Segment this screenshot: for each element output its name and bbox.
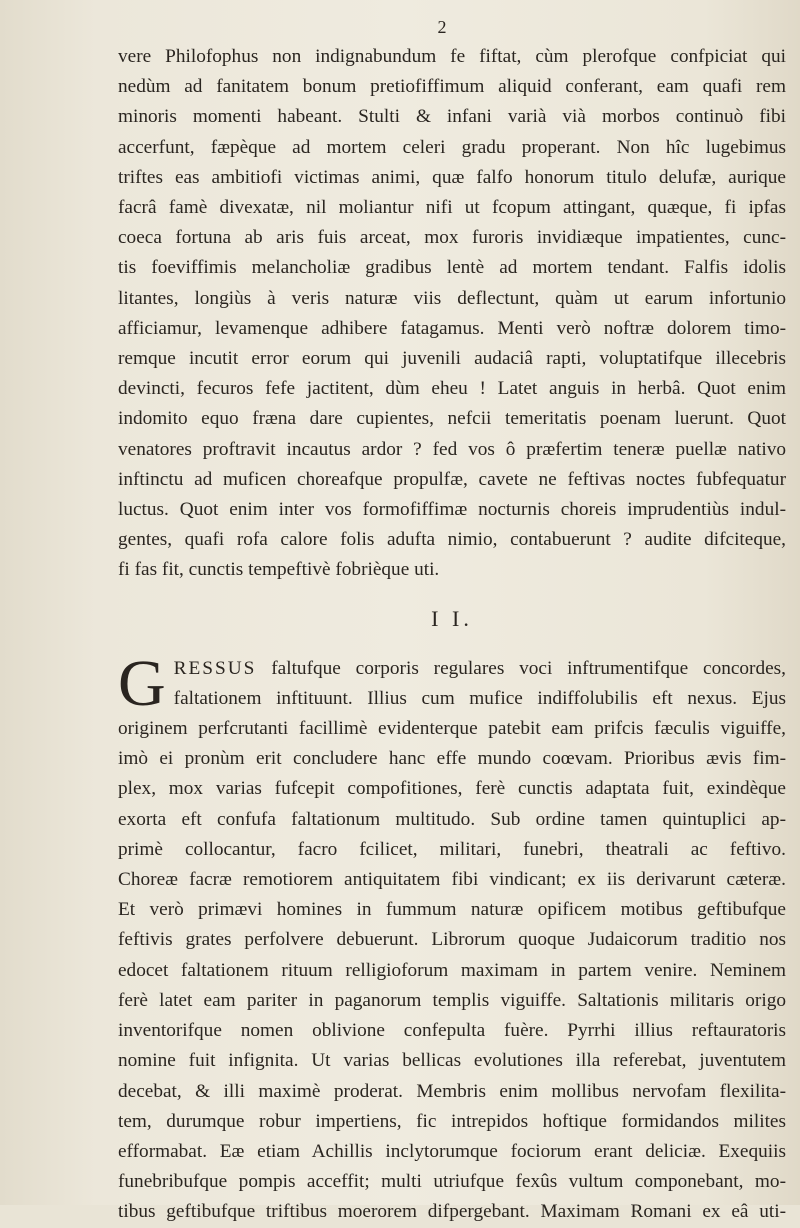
text-line: decebat, & illi maximè proderat. Membris enim mollibus nervofam flexilita-: [118, 1080, 786, 1102]
paragraph-intro: [118, 42, 786, 586]
first-line-rest: faltufque corporis regulares voci inftrumentifque concordes,: [256, 657, 786, 679]
text-line: exorta eft confufa faltationum multitudo. Sub ordine tamen quintuplici ap-: [118, 808, 786, 830]
text-line: nedùm ad fanitatem bonum pretiofiffimum aliquid conferant, eam quafi rem: [118, 76, 786, 98]
text-line: minoris momenti habeant. Stulti & infani varià vià morbos continuò fibi: [118, 106, 786, 128]
text-line: inftinctu ad muficen choreafque propulfæ, cavete ne feftivas noctes fubfequatur: [118, 468, 786, 490]
page-number: 2: [437, 17, 447, 37]
text-line: vere Philofophus non indignabundum fe fiftat, cùm plerofque confpiciat qui: [118, 46, 786, 67]
text-line: devincti, fecuros fefe jactitent, dùm eheu ! Latet anguis in herbâ. Quot enim: [118, 378, 786, 400]
text-line: funebribufque pompis acceffit; multi utriufque fexûs vultum componebant, mo-: [118, 1171, 786, 1193]
text-line: plex, mox varias fufcepit compofitiones, ferè cunctis adaptata fuit, exindèque: [118, 778, 786, 800]
text-line: coeca fortuna ab aris fuis arceat, mox furoris invidiæque impatientes, cunc-: [118, 227, 786, 249]
paragraph-section-two: [118, 646, 786, 1228]
text-line: gentes, quafi rofa calore folis adufta nimio, contabuerunt ? audite difciteque,: [118, 529, 786, 551]
text-line: primè collocantur, facro fcilicet, militari, funebri, theatrali ac feftivo.: [118, 838, 786, 860]
text-line: tis foeviffimis melancholiæ gradibus lentè ad mortem tendant. Falfis idolis: [118, 257, 786, 279]
text-line: afficiamur, levamenque adhibere fatagamus. Menti verò noftræ dolorem timo-: [118, 317, 786, 339]
text-line: Choreæ facræ remotiorem antiquitatem fibi vindicant; ex iis derivarunt cæteræ.: [118, 869, 786, 891]
text-line: efformabat. Eæ etiam Achillis inclytorumque fociorum erant deliciæ. Exequiis: [118, 1140, 786, 1162]
text-line: feftivis grates perfolvere debuerunt. Librorum quoque Judaicorum traditio nos: [118, 929, 786, 951]
text-line: ferè latet eam pariter in paganorum templis viguiffe. Saltationis militaris origo: [118, 989, 786, 1011]
text-line: indomito equo fræna dare cupientes, nefcii temeritatis poenam luerunt. Quot: [118, 408, 786, 430]
section-number: I I.: [431, 605, 473, 631]
text-line: faltationem inftituunt. Illius cum mufice indiffolubilis eft nexus. Ejus: [173, 687, 786, 709]
text-line: originem perfcrutanti facillimè evidenterque patebit eam prifcis fæculis viguiffe,: [118, 718, 786, 740]
text-line-first: [118, 654, 786, 684]
text-line: nomine fuit infignita. Ut varias bellicas evolutiones illa referebat, juventutem: [118, 1050, 786, 1072]
text-line: Et verò primævi homines in fummum naturæ opificem motibus geftibufque: [118, 899, 786, 921]
text-line: inventorifque nomen oblivione confepulta fuère. Pyrrhi illius reftauratoris: [118, 1020, 786, 1042]
text-line: remque incutit error eorum qui juvenili audaciâ rapti, voluptatifque illecebris: [118, 348, 786, 370]
text-line: venatores proftravit incautus ardor ? fed vos ô præfertim teneræ puellæ nativo: [118, 438, 786, 460]
first-word-smallcaps: RESSUS: [173, 657, 257, 679]
text-line: tibus geftibufque triftibus moerorem difpergebant. Maximam Romani ex eâ uti-: [118, 1201, 786, 1223]
text-line: imò ei pronùm erit concludere hanc effe mundo coœvam. Prioribus ævis fim-: [118, 748, 786, 770]
text-line: accerfunt, fæpèque ad mortem celeri gradu properant. Non hîc lugebimus: [118, 136, 786, 158]
drop-cap: G: [118, 646, 166, 720]
text-line: edocet faltationem rituum relligioforum maximam in partem venire. Neminem: [118, 959, 786, 981]
text-line: fi fas fit, cunctis tempeftivè fobrièque uti.: [118, 559, 440, 581]
text-line: facrâ famè divexatæ, nil moliantur nifi ut fcopum attingant, quæque, fi ipfas: [118, 197, 786, 219]
text-line: tem, durumque robur impertiens, fic intrepidos hoftique formidandos milites: [118, 1110, 786, 1132]
text-line: triftes eas ambitiofi victimas animi, quæ falfo honorum titulo delufæ, aurique: [118, 166, 786, 188]
text-line: luctus. Quot enim inter vos formofiffimæ nocturnis choreis imprudentiùs indul-: [118, 499, 786, 521]
text-line: litantes, longiùs à veris naturæ viis deflectunt, quàm ut earum infortunio: [118, 287, 786, 309]
